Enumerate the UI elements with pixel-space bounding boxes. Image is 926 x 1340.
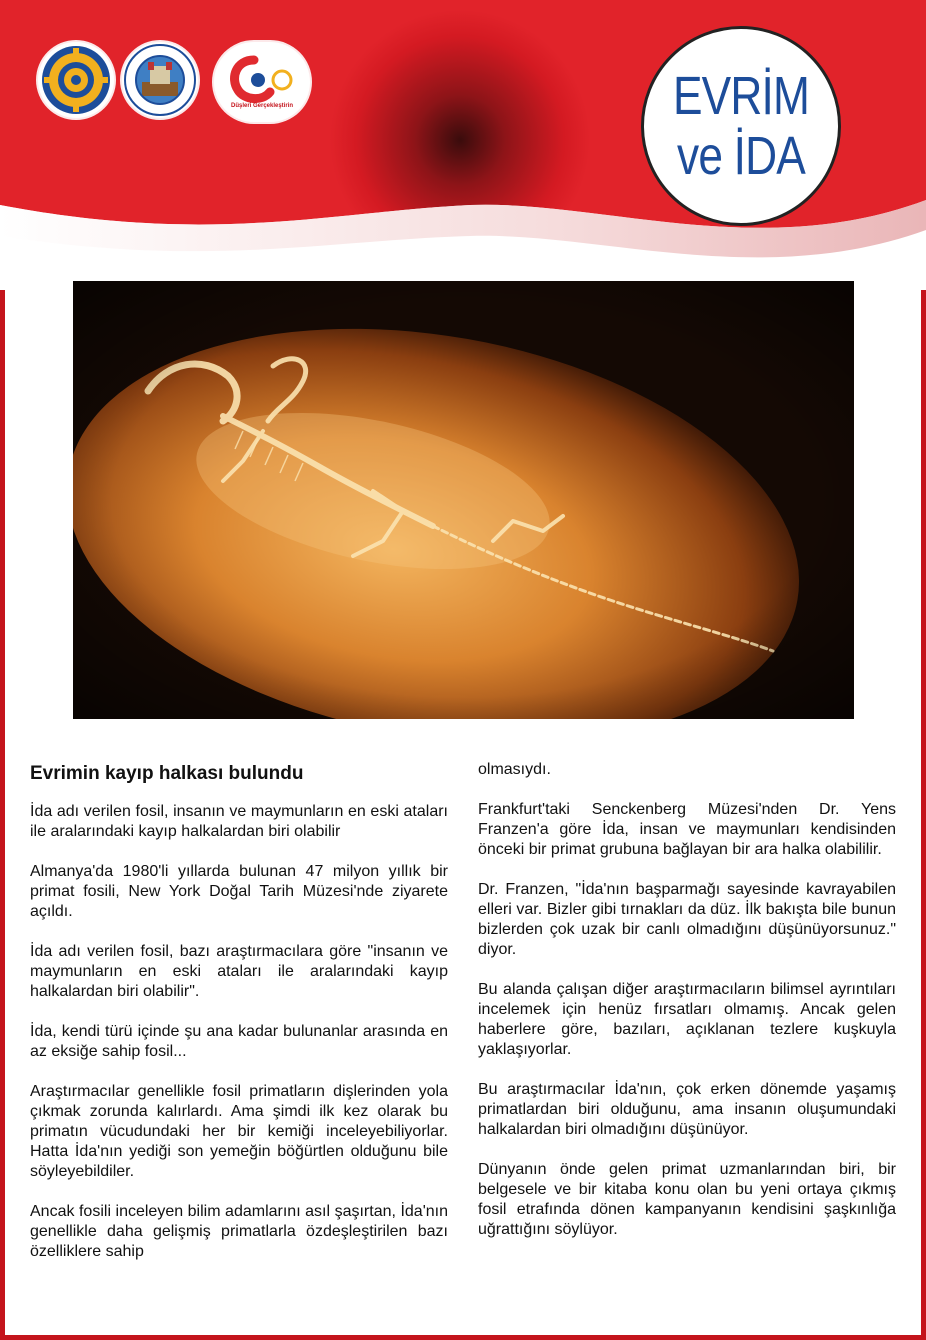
- article-left-column: [30, 760, 448, 1282]
- article-paragraph: Frankfurt'taki Senckenberg Müzesi'nden Dr. Yens Franzen'a göre İda, insan ve maymunları kendisinden önceki bir primat grubuna bağlayan bir ara halka olabililir.: [478, 801, 896, 858]
- article-paragraph: olmasıydı.: [478, 761, 551, 778]
- article-paragraph: İda, kendi türü içinde şu ana kadar bulunanlar arasında en az eksiğe sahip fosil...: [30, 1023, 448, 1060]
- article-heading: Evrimin kayıp halkası bulundu: [30, 763, 304, 784]
- dream-logo-caption: Düşleri Gerçekleştirin: [230, 103, 294, 109]
- article-paragraph: Bu araştırmacılar İda'nın, çok erken dönemde yaşamış primatlardan biri olduğunu, ama insanın oluşumundaki halkalardan biri olmadığını düşünüyor.: [478, 1081, 896, 1138]
- article-paragraph: Araştırmacılar genellikle fosil primatların dişlerinden yola çıkmak zorunda kalırlardı. Ama şimdi ilk kez olarak bu primatın vücudundaki her bir kemiği inceleyebiliyorlar. Hatta İda'nın yediği son yemeğin böğürtlen olduğunu bile söyleyebildiler.: [30, 1083, 448, 1180]
- club-emblem-icon: [122, 42, 198, 118]
- rotary-wheel-icon: [38, 42, 114, 118]
- rotary-wheel-logo: [38, 42, 114, 118]
- mersin-rotary-club-logo: [122, 42, 198, 118]
- dream-swirl-icon: [214, 42, 310, 122]
- article-paragraph: Almanya'da 1980'li yıllarda bulunan 47 milyon yıllık bir primat fosili, New York Doğal Tarih Müzesi'nde ziyarete açıldı.: [30, 863, 448, 920]
- article-paragraph: İda adı verilen fosil, bazı araştırmacılara göre "insanın ve maymunların en eski ataları ile aralarındaki kayıp halkalardan biri olabilir".: [30, 943, 448, 1000]
- dream-logo: [214, 42, 310, 122]
- title-line-1: EVRİM: [672, 66, 810, 126]
- article-paragraph: Dünyanın önde gelen primat uzmanlarından biri, bir belgesele ve bir kitaba konu olan bu yeni ortaya çıkmış fosil etrafında dönen kampanyanın kendisini şaşkınlığa uğrattığını söylüyor.: [478, 1161, 896, 1238]
- article-paragraph: Bu alanda çalışan diğer araştırmacıların bilimsel ayrıntıları incelemek için henüz fırsatları olmamış. Ancak gelen haberlere göre, bazıları, açıklanan tezlere kuşkuyla yaklaşıyorlar.: [478, 981, 896, 1058]
- article-paragraph: Ancak fosili inceleyen bilim adamlarını asıl şaşırtan, İda'nın genellikle daha gelişmiş primatlarla özdeşleştirilen bazı özelliklere sahip: [30, 1203, 448, 1260]
- article-right-column: [478, 760, 896, 1260]
- article-paragraph: İda adı verilen fosil, insanın ve maymunların en eski ataları ile aralarındaki kayıp halkalardan biri olabilir: [30, 803, 448, 840]
- article-paragraph: Dr. Franzen, "İda'nın başparmağı sayesinde kavrayabilen elleri var. Bizler gibi tırnakları da düz. İlk bakışta bile bunun bizlerden çok uzak bir canlı olmadığını düşünüyorsunuz." diyor.: [478, 881, 896, 958]
- title-badge: [641, 26, 841, 226]
- fossil-photo: [73, 281, 854, 719]
- title-line-2: ve İDA: [677, 126, 805, 186]
